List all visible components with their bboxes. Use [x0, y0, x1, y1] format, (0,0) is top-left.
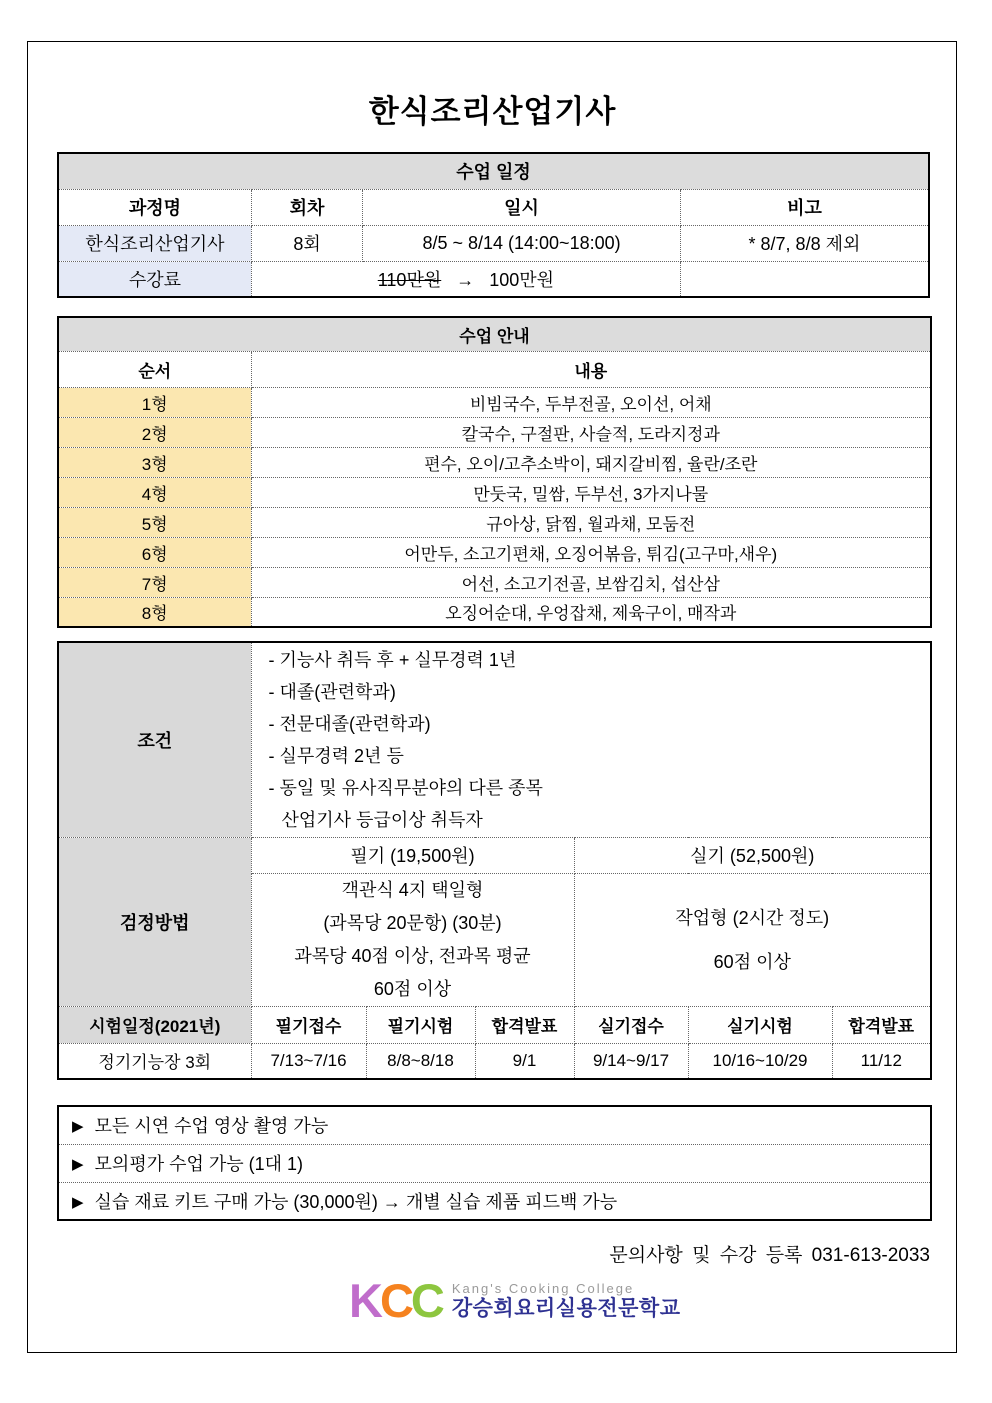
logo-letter-c1: C: [379, 1274, 411, 1327]
note-row: [58, 1144, 931, 1182]
menu-items-cell: 어선, 소고기전골, 보쌈김치, 섭산삼: [251, 567, 931, 597]
note-text: 모의평가 수업 가능 (1대 1): [94, 1154, 304, 1174]
kcc-logo-letters: [349, 1274, 442, 1327]
written-detail-line: (과목당 20문항) (30분): [323, 912, 502, 933]
menu-row: [58, 537, 931, 567]
schedule-course-row: [58, 225, 929, 261]
menu-order-cell: 1형: [58, 387, 251, 417]
fee-note-cell: [680, 261, 929, 297]
menu-items-cell: 규아상, 닭찜, 월과채, 모둠전: [251, 507, 931, 537]
header-note: 비고: [680, 189, 929, 225]
pass-announcement-cell-2: 11/12: [832, 1043, 931, 1079]
schedule-fee-row: [58, 261, 929, 297]
menu-row: [58, 417, 931, 447]
written-detail-cell: [251, 873, 574, 1006]
method-label-cell: 검정방법: [58, 837, 251, 1006]
condition-line: - 대졸(관련학과): [268, 681, 396, 702]
note-cell: [58, 1182, 931, 1220]
written-title-cell: 필기 (19,500원): [251, 837, 574, 873]
logo-subtitle-en: Kang's Cooking College: [451, 1280, 635, 1296]
session-count-cell: 8회: [251, 225, 362, 261]
header-order: 순서: [58, 351, 251, 387]
fee-label-cell: 수강료: [58, 261, 251, 297]
practical-detail-line: 작업형 (2시간 정도): [675, 907, 830, 928]
note-row: [58, 1106, 931, 1144]
logo-subtitle-ko: 강승희요리실용전문학교: [451, 1296, 681, 1320]
condition-line: 산업기사 등급이상 취득자: [281, 809, 483, 830]
note-cell: * 8/7, 8/8 제외: [680, 225, 929, 261]
new-price: 100만원: [489, 269, 555, 290]
menu-section-row: [58, 317, 931, 351]
note-cell: [58, 1144, 931, 1182]
menu-row: [58, 507, 931, 537]
menu-order-cell: 2형: [58, 417, 251, 447]
pass-announcement-cell-1: 9/1: [475, 1043, 574, 1079]
practical-registration-cell: 9/14~9/17: [574, 1043, 688, 1079]
condition-line: - 실무경력 2년 등: [268, 745, 404, 766]
menu-order-cell: 4형: [58, 477, 251, 507]
condition-line: - 전문대졸(관련학과): [268, 713, 431, 734]
header-datetime: 일시: [363, 189, 681, 225]
document-frame: [27, 41, 957, 1353]
exam-schedule-label-cell: 시험일정(2021년): [58, 1006, 251, 1043]
written-exam-cell: 8/8~8/18: [366, 1043, 475, 1079]
class-guide-table: [57, 316, 932, 628]
note-text: 실습 재료 키트 구매 가능 (30,000원) → 개별 실습 제품 피드백 가능: [94, 1191, 618, 1212]
header-pass-announcement-2: 합격발표: [832, 1006, 931, 1043]
datetime-cell: 8/5 ~ 8/14 (14:00~18:00): [363, 225, 681, 261]
condition-row: [58, 642, 931, 837]
menu-order-cell: 6형: [58, 537, 251, 567]
menu-items-cell: 어만두, 소고기편채, 오징어볶음, 튀김(고구마,새우): [251, 537, 931, 567]
exam-round-cell: 정기기능장 3회: [58, 1043, 251, 1079]
bullet-icon: ▶: [72, 1118, 84, 1136]
schedule-section-title: 수업 일정: [58, 153, 929, 189]
written-detail-line: 객관식 4지 택일형: [341, 879, 484, 900]
schedule-header-row: [58, 189, 929, 225]
exam-info-table: [57, 641, 932, 1080]
header-course-name: 과정명: [58, 189, 251, 225]
menu-order-cell: 3형: [58, 447, 251, 477]
exam-schedule-data-row: [58, 1043, 931, 1079]
menu-items-cell: 칼국수, 구절판, 사슬적, 도라지정과: [251, 417, 931, 447]
written-detail-line: 60점 이상: [373, 978, 452, 999]
class-schedule-table: [57, 152, 930, 298]
logo-letter-k: K: [349, 1274, 380, 1327]
fee-price-cell: [251, 261, 680, 297]
written-registration-cell: 7/13~7/16: [251, 1043, 366, 1079]
note-text: 모든 시연 수업 영상 촬영 가능: [94, 1116, 329, 1137]
header-practical-registration: 실기접수: [574, 1006, 688, 1043]
practical-detail-line: 60점 이상: [713, 951, 791, 972]
menu-row: [58, 567, 931, 597]
logo-letter-c2: C: [410, 1274, 442, 1327]
notes-table: [57, 1105, 932, 1221]
logo-text-block: [452, 1281, 681, 1321]
menu-row: [58, 387, 931, 417]
note-cell: [58, 1106, 931, 1144]
page-title: 한식조리산업기사: [368, 94, 617, 129]
exam-schedule-header-row: [58, 1006, 931, 1043]
old-price: 110만원: [377, 269, 442, 290]
schedule-section-row: [58, 153, 929, 189]
practical-exam-cell: 10/16~10/29: [688, 1043, 832, 1079]
condition-line: - 기능사 취득 후 + 실무경력 1년: [268, 649, 517, 670]
practical-detail-cell: [574, 873, 931, 1006]
bullet-icon: ▶: [72, 1193, 84, 1211]
bullet-icon: ▶: [72, 1156, 84, 1173]
condition-line: - 동일 및 유사직무분야의 다른 종목: [268, 777, 543, 798]
header-contents: 내용: [251, 351, 931, 387]
header-written-exam: 필기시험: [366, 1006, 475, 1043]
condition-content-cell: [251, 642, 931, 837]
course-name-cell: 한식조리산업기사: [58, 225, 251, 261]
menu-items-cell: 편수, 오이/고추소박이, 돼지갈비찜, 율란/조란: [251, 447, 931, 477]
kcc-logo: [349, 1274, 928, 1327]
menu-row: [58, 447, 931, 477]
menu-row: [58, 597, 931, 627]
menu-order-cell: 5형: [58, 507, 251, 537]
menu-header-row: [58, 351, 931, 387]
contact-info: 문의사항 및 수강 등록 031-613-2033: [609, 1245, 930, 1266]
menu-section-title: 수업 안내: [58, 317, 931, 351]
header-written-registration: 필기접수: [251, 1006, 366, 1043]
note-row: [58, 1182, 931, 1220]
header-practical-exam: 실기시험: [688, 1006, 832, 1043]
method-header-row: [58, 837, 931, 873]
header-pass-announcement-1: 합격발표: [475, 1006, 574, 1043]
condition-label-cell: 조건: [58, 642, 251, 837]
menu-items-cell: 오징어순대, 우엉잡채, 제육구이, 매작과: [251, 597, 931, 627]
menu-order-cell: 7형: [58, 567, 251, 597]
menu-items-cell: 비빔국수, 두부전골, 오이선, 어채: [251, 387, 931, 417]
written-detail-line: 과목당 40점 이상, 전과목 평균: [294, 945, 531, 966]
menu-items-cell: 만둣국, 밀쌈, 두부선, 3가지나물: [251, 477, 931, 507]
header-session-count: 회차: [251, 189, 362, 225]
menu-order-cell: 8형: [58, 597, 251, 627]
arrow-icon: →: [456, 269, 475, 290]
document-content: [28, 86, 956, 1327]
menu-row: [58, 477, 931, 507]
practical-title-cell: 실기 (52,500원): [574, 837, 931, 873]
